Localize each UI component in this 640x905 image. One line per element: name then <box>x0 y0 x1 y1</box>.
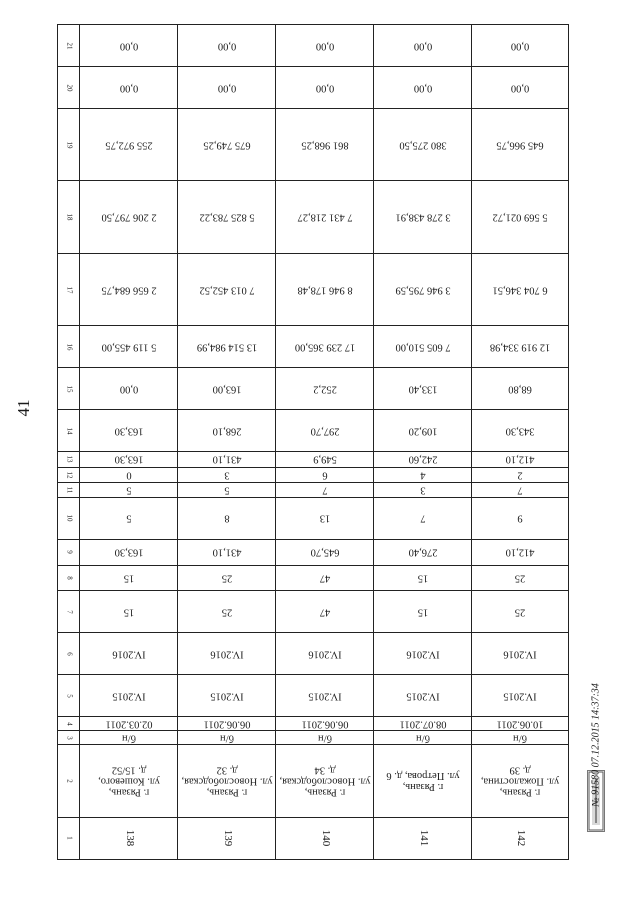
table-cell <box>178 539 276 565</box>
area-resettled-value: 431,10 <box>212 453 241 465</box>
column-index: 21 <box>65 42 74 50</box>
table-cell <box>80 368 178 410</box>
table-cell <box>80 565 178 591</box>
area-resettled-value: 163,30 <box>114 453 143 465</box>
table-row-rooms-a <box>58 482 569 497</box>
table-cell <box>472 731 569 745</box>
table-cell <box>80 675 178 717</box>
address-value: г. Рязань, ул. Новослободская, д. 34 <box>278 764 371 798</box>
table-cell <box>276 482 374 497</box>
registry-table <box>57 24 569 860</box>
table-cell <box>374 452 472 467</box>
area-resettled-value: 242,60 <box>408 453 437 465</box>
column-index: 14 <box>65 427 74 435</box>
table-row-area-b <box>58 368 569 410</box>
table-cell <box>276 731 374 745</box>
table-row-cost-extra-1 <box>58 67 569 109</box>
table-cell <box>374 181 472 253</box>
cost-extra-2-value: 0,00 <box>119 40 138 52</box>
cost-regional-value: 5 825 783,22 <box>198 211 255 223</box>
table-cell <box>472 410 569 452</box>
cost-total-value: 7 605 510,00 <box>394 341 451 353</box>
row-number-value: 142 <box>514 830 527 847</box>
table-row-cost-extra-2 <box>58 25 569 67</box>
rooms-a-value: 7 <box>321 484 328 496</box>
area-total-value: 645,70 <box>310 546 339 558</box>
table-cell <box>276 67 374 109</box>
column-index-cell <box>58 452 80 467</box>
table-cell <box>178 731 276 745</box>
table-cell <box>276 539 374 565</box>
column-index-cell <box>58 675 80 717</box>
table-cell <box>178 497 276 539</box>
table-cell <box>374 675 472 717</box>
column-index: 6 <box>65 652 74 656</box>
apartments-resettled-value: 25 <box>514 572 526 584</box>
column-index: 11 <box>65 486 74 494</box>
cost-regional-value: 3 278 438,91 <box>394 211 451 223</box>
ownership-type-value: б/н <box>121 732 136 744</box>
table-cell <box>472 539 569 565</box>
row-number-value: 141 <box>417 830 430 847</box>
rooms-a-value: 3 <box>419 484 426 496</box>
rooms-a-value: 5 <box>125 484 132 496</box>
apartments-total-value: 15 <box>123 606 134 618</box>
ownership-type-value: б/н <box>513 732 527 744</box>
cost-local-value: 255 972,75 <box>104 139 153 151</box>
period-start-value: IV.2015 <box>405 690 440 702</box>
table-cell <box>374 745 472 817</box>
table-cell <box>80 591 178 633</box>
table-cell <box>276 25 374 67</box>
cost-federal-value: 2 656 684,75 <box>100 284 157 296</box>
table-cell <box>374 497 472 539</box>
column-index-cell <box>58 67 80 109</box>
table-cell <box>374 731 472 745</box>
table-cell <box>472 817 569 859</box>
address-value: г. Рязань, ул. Петрова, д. 6 <box>385 770 460 793</box>
column-index: 13 <box>65 455 74 463</box>
cost-regional-value: 7 431 218,27 <box>296 211 353 223</box>
table-cell <box>472 368 569 410</box>
table-cell <box>178 67 276 109</box>
table-cell <box>472 467 569 482</box>
cost-local-value: 861 968,25 <box>300 139 349 151</box>
table-cell <box>178 452 276 467</box>
table-cell <box>80 497 178 539</box>
table-row-rooms-total <box>58 497 569 539</box>
table-cell <box>178 817 276 859</box>
rooms-b-value: 6 <box>321 469 328 481</box>
column-index: 2 <box>65 779 74 783</box>
cost-total-value: 13 514 984,99 <box>196 341 257 353</box>
rooms-b-value: 2 <box>517 469 523 481</box>
column-index: 18 <box>65 213 74 221</box>
table-row-area-a <box>58 410 569 452</box>
table-cell <box>80 633 178 675</box>
document-stamp <box>588 620 604 870</box>
column-index-cell <box>58 497 80 539</box>
table-cell <box>276 181 374 253</box>
apartments-total-value: 47 <box>319 606 330 618</box>
cost-total-value: 17 239 365,00 <box>294 341 355 353</box>
column-index-cell <box>58 181 80 253</box>
area-b-value: 0,00 <box>119 383 138 395</box>
table-cell <box>178 368 276 410</box>
column-index: 9 <box>65 550 74 554</box>
table-cell <box>472 326 569 368</box>
column-index: 7 <box>65 610 74 614</box>
ownership-type-value: б/н <box>219 732 234 744</box>
table-cell <box>80 253 178 325</box>
column-index: 12 <box>65 471 74 479</box>
ownership-type-value: б/н <box>415 732 430 744</box>
table-row-period-start <box>58 675 569 717</box>
table-row-area-resettled <box>58 452 569 467</box>
column-index-cell <box>58 368 80 410</box>
cost-local-value: 645 966,75 <box>496 139 544 151</box>
table-cell <box>80 731 178 745</box>
cost-extra-1-value: 0,00 <box>510 82 530 94</box>
table-cell <box>472 67 569 109</box>
table-cell <box>374 717 472 731</box>
table-cell <box>80 109 178 181</box>
table-cell <box>178 326 276 368</box>
area-total-value: 163,30 <box>114 546 143 558</box>
table-cell <box>374 467 472 482</box>
rooms-b-value: 4 <box>419 469 426 481</box>
table-cell <box>374 565 472 591</box>
column-index: 20 <box>65 84 74 92</box>
column-index: 19 <box>65 141 74 149</box>
table-row-ownership-type <box>58 731 569 745</box>
period-start-value: IV.2015 <box>111 690 146 702</box>
column-index: 16 <box>65 343 74 351</box>
table-cell <box>276 745 374 817</box>
table-cell <box>472 675 569 717</box>
table-cell <box>80 410 178 452</box>
agreement-date-value: 02.03.2011 <box>105 718 152 730</box>
table-row-address <box>58 745 569 817</box>
column-index-cell <box>58 717 80 731</box>
period-end-value: IV.2016 <box>405 648 440 660</box>
table-cell <box>80 539 178 565</box>
agreement-date-value: 10.06.2011 <box>496 718 544 730</box>
table-cell <box>178 109 276 181</box>
agreement-date-value: 06.06.2011 <box>203 718 250 730</box>
table-row-agreement-date <box>58 717 569 731</box>
cost-federal-value: 8 946 178,48 <box>296 284 353 296</box>
table-cell <box>276 633 374 675</box>
area-a-value: 163,30 <box>114 425 143 437</box>
ownership-type-value: б/н <box>317 732 332 744</box>
table-cell <box>276 326 374 368</box>
table-cell <box>374 25 472 67</box>
table-cell <box>374 253 472 325</box>
apartments-resettled-value: 15 <box>123 572 134 584</box>
row-number-value: 139 <box>221 830 234 847</box>
column-index: 5 <box>65 694 74 698</box>
column-index: 8 <box>65 576 74 580</box>
table-cell <box>276 591 374 633</box>
table-cell <box>178 482 276 497</box>
table-cell <box>178 181 276 253</box>
area-a-value: 109,20 <box>408 425 437 437</box>
table-cell <box>374 817 472 859</box>
cost-regional-value: 2 206 797,50 <box>100 211 157 223</box>
cost-regional-value: 5 569 021,72 <box>492 211 548 223</box>
column-index-cell <box>58 731 80 745</box>
cost-local-value: 675 749,25 <box>202 139 251 151</box>
table-cell <box>276 452 374 467</box>
table-cell <box>276 253 374 325</box>
area-a-value: 343,30 <box>505 425 535 437</box>
rooms-b-value: 0 <box>125 469 132 481</box>
table-cell <box>178 675 276 717</box>
period-start-value: IV.2015 <box>307 690 342 702</box>
table-cell <box>80 467 178 482</box>
column-index-cell <box>58 482 80 497</box>
cost-extra-2-value: 0,00 <box>413 40 432 52</box>
table-row-cost-total <box>58 326 569 368</box>
table-cell <box>472 591 569 633</box>
address-value: г. Рязань, ул. Новослободская, д. 32 <box>180 764 273 798</box>
table-cell <box>178 591 276 633</box>
column-index-cell <box>58 539 80 565</box>
table-cell <box>374 539 472 565</box>
area-resettled-value: 549,9 <box>312 453 337 465</box>
table-cell <box>276 467 374 482</box>
table-cell <box>374 67 472 109</box>
table-row-apartments-resettled <box>58 565 569 591</box>
table-cell <box>276 497 374 539</box>
page-number: 41 <box>14 399 33 417</box>
table-cell <box>178 717 276 731</box>
area-b-value: 252,2 <box>312 383 337 395</box>
cost-federal-value: 7 013 452,52 <box>198 284 255 296</box>
area-total-value: 412,10 <box>505 546 535 558</box>
rooms-total-value: 13 <box>319 512 330 524</box>
table-cell <box>178 633 276 675</box>
agreement-date-value: 06.06.2011 <box>301 718 348 730</box>
table-cell <box>276 109 374 181</box>
period-end-value: IV.2016 <box>503 648 537 660</box>
rooms-total-value: 9 <box>517 512 523 524</box>
table-row-apartments-total <box>58 591 569 633</box>
table-cell <box>374 410 472 452</box>
agreement-date-value: 08.07.2011 <box>399 718 446 730</box>
table-cell <box>80 181 178 253</box>
column-index: 10 <box>65 514 74 522</box>
table-cell <box>472 717 569 731</box>
table-cell <box>276 675 374 717</box>
table-row-area-total <box>58 539 569 565</box>
table-row-row-number <box>58 817 569 859</box>
table-cell <box>80 452 178 467</box>
table-row-period-end <box>58 633 569 675</box>
column-index-cell <box>58 109 80 181</box>
table-cell <box>374 482 472 497</box>
table-cell <box>276 410 374 452</box>
registry-table-wrap <box>57 24 568 860</box>
cost-extra-1-value: 0,00 <box>119 82 138 94</box>
cost-extra-2-value: 0,00 <box>315 40 334 52</box>
table-row-cost-federal <box>58 253 569 325</box>
table-cell <box>276 565 374 591</box>
apartments-resettled-value: 15 <box>417 572 428 584</box>
area-total-value: 431,10 <box>212 546 241 558</box>
column-index-cell <box>58 565 80 591</box>
rooms-total-value: 8 <box>223 512 230 524</box>
table-cell <box>276 368 374 410</box>
column-index-cell <box>58 25 80 67</box>
table-cell <box>80 482 178 497</box>
rooms-total-value: 7 <box>419 512 426 524</box>
area-b-value: 163,00 <box>212 383 241 395</box>
table-cell <box>374 368 472 410</box>
table-cell <box>472 452 569 467</box>
period-start-value: IV.2015 <box>503 690 537 702</box>
apartments-total-value: 15 <box>417 606 428 618</box>
table-cell <box>472 25 569 67</box>
period-end-value: IV.2016 <box>209 648 244 660</box>
apartments-total-value: 25 <box>514 606 526 618</box>
table-cell <box>276 817 374 859</box>
row-number-value: 138 <box>123 830 136 847</box>
cost-extra-1-value: 0,00 <box>315 82 334 94</box>
column-index-cell <box>58 253 80 325</box>
table-cell <box>80 326 178 368</box>
apartments-resettled-value: 47 <box>319 572 330 584</box>
table-cell <box>80 67 178 109</box>
area-b-value: 133,40 <box>408 383 437 395</box>
column-index-cell <box>58 633 80 675</box>
cost-extra-2-value: 0,00 <box>510 40 530 52</box>
table-cell <box>178 565 276 591</box>
table-cell <box>374 633 472 675</box>
table-cell <box>80 717 178 731</box>
rooms-b-value: 3 <box>223 469 230 481</box>
rooms-a-value: 7 <box>517 484 523 496</box>
table-cell <box>276 717 374 731</box>
column-index-cell <box>58 410 80 452</box>
table-cell <box>374 109 472 181</box>
row-number-value: 140 <box>319 830 332 847</box>
table-cell <box>178 467 276 482</box>
table-cell <box>80 745 178 817</box>
table-cell <box>80 817 178 859</box>
column-index: 15 <box>65 385 74 393</box>
area-total-value: 276,40 <box>408 546 437 558</box>
rooms-a-value: 5 <box>223 484 230 496</box>
column-index-cell <box>58 467 80 482</box>
column-index-cell <box>58 817 80 859</box>
table-cell <box>178 410 276 452</box>
table-row-cost-local <box>58 109 569 181</box>
cost-federal-value: 6 704 346,51 <box>492 284 548 296</box>
area-b-value: 68,80 <box>508 383 532 395</box>
cost-local-value: 380 275,50 <box>398 139 447 151</box>
address-value: г. Рязань, ул. Пожалостина, д. 39 <box>480 764 560 798</box>
cost-total-value: 12 919 334,98 <box>489 341 551 353</box>
document-stamp-text: № 91580 07.12.2015 14:37:34 <box>590 683 602 807</box>
area-a-value: 268,10 <box>212 425 241 437</box>
apartments-resettled-value: 25 <box>221 572 232 584</box>
area-a-value: 297,70 <box>310 425 339 437</box>
cost-extra-2-value: 0,00 <box>217 40 236 52</box>
table-cell <box>472 482 569 497</box>
period-start-value: IV.2015 <box>209 690 244 702</box>
table-cell <box>472 497 569 539</box>
cost-extra-1-value: 0,00 <box>217 82 236 94</box>
table-cell <box>472 109 569 181</box>
rooms-total-value: 5 <box>125 512 132 524</box>
column-index: 17 <box>65 286 74 294</box>
table-cell <box>472 253 569 325</box>
table-cell <box>80 25 178 67</box>
cost-federal-value: 3 946 795,59 <box>394 284 451 296</box>
address-value: г. Рязань, ул. Кошевого, д. 15/52 <box>97 764 160 798</box>
column-index: 3 <box>65 736 74 740</box>
table-cell <box>178 253 276 325</box>
table-cell <box>472 745 569 817</box>
column-index: 4 <box>65 722 74 726</box>
period-end-value: IV.2016 <box>307 648 342 660</box>
table-row-cost-regional <box>58 181 569 253</box>
table-cell <box>374 591 472 633</box>
column-index-cell <box>58 591 80 633</box>
column-index-cell <box>58 745 80 817</box>
cost-extra-1-value: 0,00 <box>413 82 432 94</box>
table-cell <box>472 565 569 591</box>
column-index: 1 <box>65 836 74 841</box>
table-cell <box>472 181 569 253</box>
apartments-total-value: 25 <box>221 606 232 618</box>
table-cell <box>472 633 569 675</box>
cost-total-value: 5 119 455,00 <box>101 341 156 353</box>
table-row-rooms-b <box>58 467 569 482</box>
table-cell <box>374 326 472 368</box>
area-resettled-value: 412,10 <box>505 453 535 465</box>
column-index-cell <box>58 326 80 368</box>
table-cell <box>178 25 276 67</box>
table-cell <box>178 745 276 817</box>
period-end-value: IV.2016 <box>111 648 146 660</box>
